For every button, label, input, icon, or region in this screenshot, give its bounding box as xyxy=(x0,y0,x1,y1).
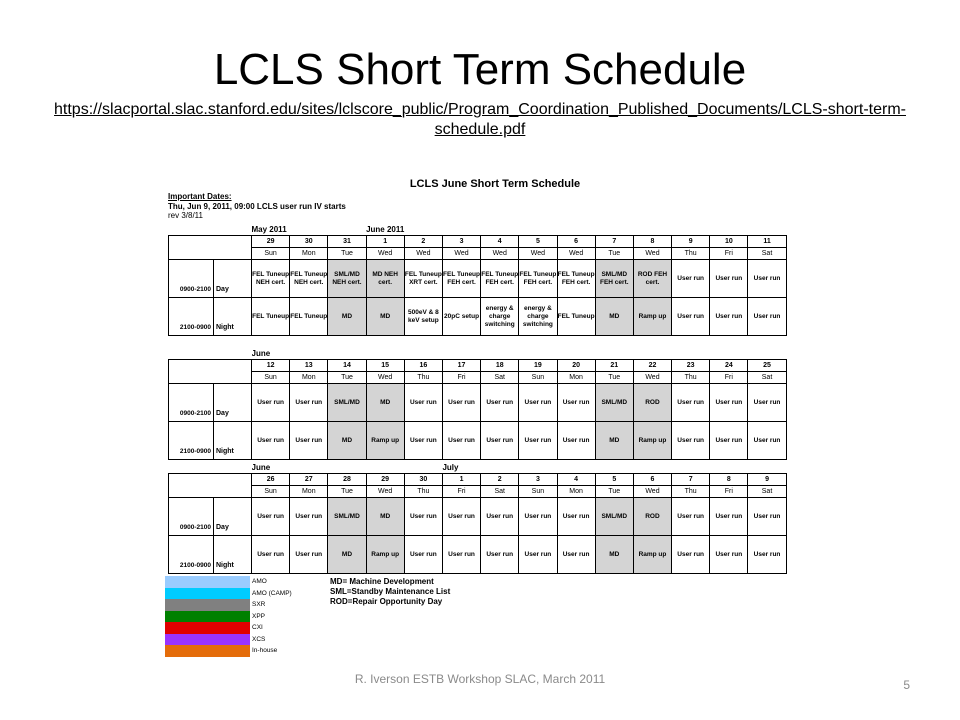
weekday-cell: Wed xyxy=(366,486,404,498)
day-shift-cell: FEL Tuneup XRT cert. xyxy=(404,260,442,298)
day-time-range: 0900-2100 xyxy=(169,498,214,536)
weekday-cell: Sun xyxy=(252,372,290,384)
weekday-cell: Tue xyxy=(328,486,366,498)
weekday-cell: Mon xyxy=(290,248,328,260)
date-cell: 17 xyxy=(442,360,480,372)
legend-label: XCS xyxy=(252,635,266,643)
weekday-cell: Wed xyxy=(633,486,671,498)
weekday-cell: Tue xyxy=(595,486,633,498)
night-shift-cell: User run xyxy=(748,536,786,574)
weekday-cell: Fri xyxy=(442,372,480,384)
day-shift-label: Day xyxy=(214,498,252,536)
day-shift-cell: FEL Tuneup FEH cert. xyxy=(481,260,519,298)
date-cell: 29 xyxy=(252,236,290,248)
night-shift-cell: energy & charge switching xyxy=(519,298,557,336)
footer-text: R. Iverson ESTB Workshop SLAC, March 2011 xyxy=(354,672,606,686)
night-shift-cell: User run xyxy=(442,422,480,460)
night-shift-cell: User run xyxy=(519,422,557,460)
night-shift-cell: Ramp up xyxy=(633,298,671,336)
night-shift-cell: Ramp up xyxy=(633,536,671,574)
day-shift-cell: User run xyxy=(481,498,519,536)
date-cell: 31 xyxy=(328,236,366,248)
weekday-cell: Fri xyxy=(710,248,748,260)
night-shift-cell: energy & charge switching xyxy=(481,298,519,336)
weekday-cell: Sat xyxy=(748,372,786,384)
weekday-cell: Thu xyxy=(404,486,442,498)
weekday-cell: Mon xyxy=(290,372,328,384)
day-shift-cell: User run xyxy=(710,260,748,298)
date-cell: 4 xyxy=(481,236,519,248)
night-shift-cell: User run xyxy=(481,422,519,460)
night-time-range: 2100-0900 xyxy=(169,298,214,336)
night-shift-cell: User run xyxy=(442,536,480,574)
weekday-cell: Thu xyxy=(404,372,442,384)
day-shift-cell: User run xyxy=(710,384,748,422)
date-cell: 2 xyxy=(404,236,442,248)
day-shift-cell: FEL Tuneup NEH cert. xyxy=(252,260,290,298)
date-cell: 27 xyxy=(290,474,328,486)
day-shift-cell: ROD FEH cert. xyxy=(633,260,671,298)
weekday-cell: Sat xyxy=(481,372,519,384)
weekday-cell: Wed xyxy=(366,372,404,384)
day-shift-cell: User run xyxy=(481,384,519,422)
night-shift-cell: MD xyxy=(595,298,633,336)
page-number: 5 xyxy=(903,678,910,692)
weekday-cell: Mon xyxy=(290,486,328,498)
day-shift-label: Day xyxy=(214,384,252,422)
day-shift-cell: MD NEH cert. xyxy=(366,260,404,298)
night-shift-cell: User run xyxy=(672,298,710,336)
month-label: July xyxy=(442,462,459,472)
legend-label: SXR xyxy=(252,601,266,608)
weekday-cell: Wed xyxy=(442,248,480,260)
schedule-link[interactable]: https://slacportal.slac.stanford.edu/sites/lclscore_public/Program_Coordination_Published_Documents/LCLS-short-term-schedule.pdf xyxy=(54,101,906,138)
day-shift-cell: User run xyxy=(748,384,786,422)
night-time-range: 2100-0900 xyxy=(169,536,214,574)
weekday-cell: Tue xyxy=(595,248,633,260)
night-shift-cell: User run xyxy=(404,536,442,574)
date-cell: 14 xyxy=(328,360,366,372)
day-shift-cell: User run xyxy=(748,498,786,536)
date-cell: 5 xyxy=(595,474,633,486)
important-dates-line: Thu, Jun 9, 2011, 09:00 LCLS user run IV starts xyxy=(168,201,346,211)
date-cell: 3 xyxy=(519,474,557,486)
date-cell: 28 xyxy=(328,474,366,486)
revision-label: rev 3/8/11 xyxy=(168,211,203,220)
date-cell: 9 xyxy=(748,474,786,486)
day-time-range: 0900-2100 xyxy=(169,260,214,298)
date-cell: 7 xyxy=(595,236,633,248)
weekday-cell: Wed xyxy=(481,248,519,260)
weekday-cell: Mon xyxy=(557,486,595,498)
date-cell: 3 xyxy=(442,236,480,248)
date-cell: 18 xyxy=(481,360,519,372)
day-shift-cell: MD xyxy=(366,498,404,536)
legend-swatch xyxy=(165,599,266,611)
day-shift-cell: ROD xyxy=(633,384,671,422)
legend-swatch xyxy=(165,645,278,657)
weekday-cell: Sun xyxy=(252,248,290,260)
night-shift-cell: User run xyxy=(290,422,328,460)
date-cell: 5 xyxy=(519,236,557,248)
date-cell: 8 xyxy=(710,474,748,486)
night-shift-cell: 500eV & 8 keV setup xyxy=(404,298,442,336)
date-cell: 30 xyxy=(290,236,328,248)
day-shift-cell: User run xyxy=(557,384,595,422)
weekday-cell: Thu xyxy=(672,486,710,498)
date-cell: 12 xyxy=(252,360,290,372)
night-shift-cell: User run xyxy=(557,536,595,574)
day-shift-cell: MD xyxy=(366,384,404,422)
night-shift-cell: 20pC setup xyxy=(442,298,480,336)
month-label: June 2011 xyxy=(366,224,405,234)
night-shift-cell: User run xyxy=(672,422,710,460)
definition-sml: SML=Standby Maintenance List xyxy=(330,587,451,596)
date-cell: 6 xyxy=(557,236,595,248)
date-cell: 20 xyxy=(557,360,595,372)
legend-swatch xyxy=(165,611,266,623)
weekday-cell: Wed xyxy=(366,248,404,260)
day-shift-cell: User run xyxy=(252,498,290,536)
weekday-cell: Sun xyxy=(519,372,557,384)
legend-label: AMO xyxy=(252,578,267,585)
month-label: May 2011 xyxy=(251,224,287,234)
weekday-cell: Sun xyxy=(519,486,557,498)
important-dates-label: Important Dates: xyxy=(168,192,232,201)
legend-label: CXI xyxy=(252,624,263,631)
night-shift-cell: Ramp up xyxy=(366,422,404,460)
date-cell: 15 xyxy=(366,360,404,372)
night-shift-cell: MD xyxy=(328,536,366,574)
night-shift-cell: Ramp up xyxy=(366,536,404,574)
day-shift-cell: SML/MD xyxy=(328,498,366,536)
date-cell: 30 xyxy=(404,474,442,486)
abbreviation-definitions xyxy=(330,577,450,607)
date-cell: 16 xyxy=(404,360,442,372)
instrument-legend xyxy=(165,576,292,657)
slide-title: LCLS Short Term Schedule xyxy=(213,45,747,94)
weekday-cell: Tue xyxy=(328,248,366,260)
schedule-table-1 xyxy=(168,224,787,336)
night-shift-cell: FEL Tuneup xyxy=(290,298,328,336)
night-shift-cell: Ramp up xyxy=(633,422,671,460)
day-shift-cell: FEL Tuneup FEH cert. xyxy=(442,260,480,298)
weekday-cell: Sun xyxy=(252,486,290,498)
weekday-cell: Tue xyxy=(595,372,633,384)
legend-label: XPP xyxy=(252,612,266,620)
weekday-cell: Fri xyxy=(442,486,480,498)
night-shift-cell: MD xyxy=(595,422,633,460)
day-shift-cell: User run xyxy=(442,384,480,422)
legend-label: In-house xyxy=(252,647,278,654)
important-dates xyxy=(168,192,346,221)
date-cell: 24 xyxy=(710,360,748,372)
date-cell: 29 xyxy=(366,474,404,486)
legend-swatch xyxy=(165,622,263,634)
schedule-table-2 xyxy=(168,348,787,460)
night-shift-cell: User run xyxy=(748,422,786,460)
month-label: June xyxy=(251,462,271,472)
weekday-cell: Sat xyxy=(748,486,786,498)
date-cell: 25 xyxy=(748,360,786,372)
day-shift-cell: User run xyxy=(557,498,595,536)
weekday-cell: Thu xyxy=(672,248,710,260)
day-shift-cell: User run xyxy=(404,384,442,422)
night-shift-label: Night xyxy=(214,536,252,574)
night-shift-cell: User run xyxy=(710,298,748,336)
legend-label: AMO (CAMP) xyxy=(252,589,292,597)
day-shift-cell: SML/MD xyxy=(595,498,633,536)
night-shift-label: Night xyxy=(214,422,252,460)
definition-md: MD= Machine Development xyxy=(330,577,434,586)
month-label: June xyxy=(251,348,271,358)
night-shift-cell: User run xyxy=(710,422,748,460)
legend-swatch xyxy=(165,634,266,646)
night-shift-label: Night xyxy=(214,298,252,336)
night-time-range: 2100-0900 xyxy=(169,422,214,460)
day-shift-cell: SML/MD xyxy=(328,384,366,422)
day-shift-label: Day xyxy=(214,260,252,298)
weekday-cell: Wed xyxy=(633,248,671,260)
date-cell: 7 xyxy=(672,474,710,486)
day-shift-cell: User run xyxy=(519,384,557,422)
night-shift-cell: User run xyxy=(748,298,786,336)
day-shift-cell: User run xyxy=(404,498,442,536)
date-cell: 2 xyxy=(481,474,519,486)
weekday-cell: Fri xyxy=(710,372,748,384)
day-shift-cell: FEL Tuneup FEH cert. xyxy=(519,260,557,298)
schedule-title: LCLS June Short Term Schedule xyxy=(409,178,581,190)
night-shift-cell: MD xyxy=(328,298,366,336)
night-shift-cell: User run xyxy=(404,422,442,460)
date-cell: 11 xyxy=(748,236,786,248)
weekday-cell: Sat xyxy=(748,248,786,260)
night-shift-cell: User run xyxy=(252,422,290,460)
schedule-table-3 xyxy=(168,462,787,574)
weekday-cell: Wed xyxy=(557,248,595,260)
day-shift-cell: FEL Tuneup NEH cert. xyxy=(290,260,328,298)
legend-swatch xyxy=(165,588,292,600)
date-cell: 21 xyxy=(595,360,633,372)
day-shift-cell: User run xyxy=(672,260,710,298)
day-shift-cell: User run xyxy=(672,498,710,536)
day-shift-cell: FEL Tuneup FEH cert. xyxy=(557,260,595,298)
day-shift-cell: User run xyxy=(290,498,328,536)
date-cell: 9 xyxy=(672,236,710,248)
weekday-cell: Wed xyxy=(404,248,442,260)
day-shift-cell: SML/MD FEH cert. xyxy=(595,260,633,298)
date-cell: 4 xyxy=(557,474,595,486)
weekday-cell: Thu xyxy=(672,372,710,384)
date-cell: 1 xyxy=(366,236,404,248)
day-shift-cell: User run xyxy=(442,498,480,536)
day-shift-cell: SML/MD xyxy=(595,384,633,422)
weekday-cell: Wed xyxy=(519,248,557,260)
night-shift-cell: MD xyxy=(366,298,404,336)
date-cell: 22 xyxy=(633,360,671,372)
night-shift-cell: User run xyxy=(672,536,710,574)
night-shift-cell: User run xyxy=(710,536,748,574)
night-shift-cell: User run xyxy=(481,536,519,574)
weekday-cell: Tue xyxy=(328,372,366,384)
legend-swatch xyxy=(165,576,267,588)
weekday-cell: Mon xyxy=(557,372,595,384)
date-cell: 10 xyxy=(710,236,748,248)
night-shift-cell: FEL Tuneup xyxy=(252,298,290,336)
day-shift-cell: User run xyxy=(290,384,328,422)
date-cell: 1 xyxy=(442,474,480,486)
date-cell: 8 xyxy=(633,236,671,248)
night-shift-cell: User run xyxy=(252,536,290,574)
day-shift-cell: User run xyxy=(748,260,786,298)
night-shift-cell: User run xyxy=(557,422,595,460)
night-shift-cell: User run xyxy=(290,536,328,574)
weekday-cell: Wed xyxy=(633,372,671,384)
day-shift-cell: SML/MD NEH cert. xyxy=(328,260,366,298)
night-shift-cell: FEL Tuneup xyxy=(557,298,595,336)
date-cell: 26 xyxy=(252,474,290,486)
night-shift-cell: MD xyxy=(595,536,633,574)
date-cell: 19 xyxy=(519,360,557,372)
day-shift-cell: User run xyxy=(252,384,290,422)
day-shift-cell: ROD xyxy=(633,498,671,536)
day-shift-cell: User run xyxy=(710,498,748,536)
definition-rod: ROD=Repair Opportunity Day xyxy=(330,597,443,606)
night-shift-cell: MD xyxy=(328,422,366,460)
date-cell: 13 xyxy=(290,360,328,372)
date-cell: 23 xyxy=(672,360,710,372)
weekday-cell: Sat xyxy=(481,486,519,498)
day-shift-cell: User run xyxy=(519,498,557,536)
weekday-cell: Fri xyxy=(710,486,748,498)
day-shift-cell: User run xyxy=(672,384,710,422)
night-shift-cell: User run xyxy=(519,536,557,574)
day-time-range: 0900-2100 xyxy=(169,384,214,422)
date-cell: 6 xyxy=(633,474,671,486)
